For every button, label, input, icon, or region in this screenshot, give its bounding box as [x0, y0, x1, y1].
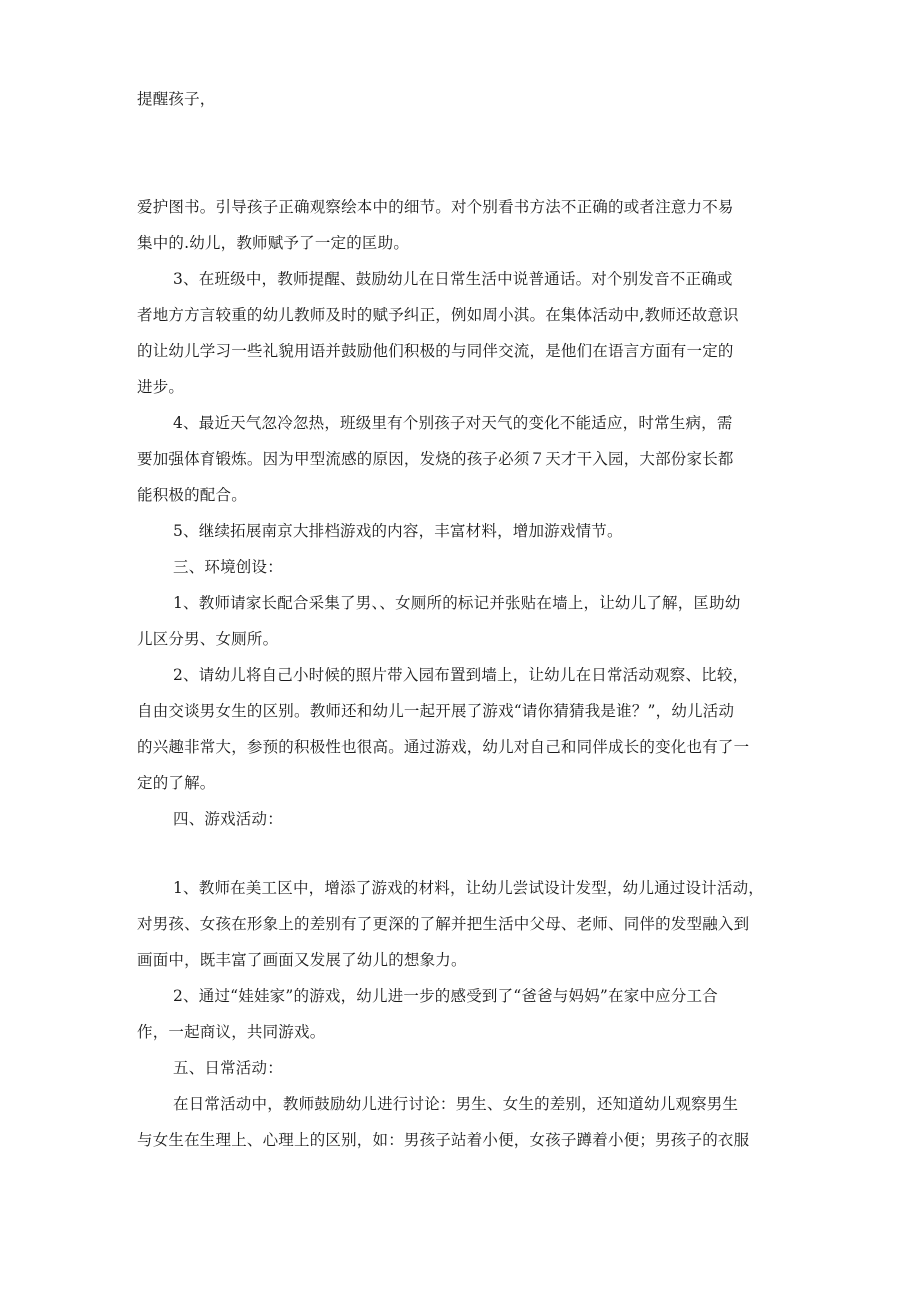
- text-line: 自由交谈男女生的区别。教师还和幼儿一起开展了游戏“请你猜猜我是谁？”，幼儿活动: [137, 702, 735, 720]
- section-heading: 四、游戏活动：: [173, 810, 283, 828]
- text-line: 集中的.幼儿，教师赋予了一定的匡助。: [137, 234, 410, 252]
- text-line: 进步。: [137, 378, 185, 396]
- paragraph-start: 3、在班级中，教师提醒、鼓励幼儿在日常生活中说普通话。对个别发音不正确或: [173, 270, 733, 288]
- text-line: 作，一起商议，共同游戏。: [137, 1023, 326, 1041]
- paragraph-start: 2、请幼儿将自己小时候的照片带入园布置到墙上，让幼儿在日常活动观察、比较，: [173, 666, 749, 684]
- text-line: 与女生在生理上、心理上的区别，如：男孩子站着小便，女孩子蹲着小便；男孩子的衣服: [137, 1131, 750, 1149]
- paragraph-start: 在日常活动中，教师鼓励幼儿进行讨论：男生、女生的差别，还知道幼儿观察男生: [173, 1095, 739, 1113]
- paragraph-start: 2、通过“娃娃家”的游戏，幼儿进一步的感受到了“爸爸与妈妈”在家中应分工合: [173, 987, 718, 1005]
- section-heading: 五、日常活动：: [173, 1059, 283, 1077]
- text-line: 爱护图书。引导孩子正确观察绘本中的细节。对个别看书方法不正确的或者注意力不易: [137, 198, 734, 216]
- text-line: 者地方方言较重的幼儿教师及时的赋予纠正，例如周小淇。在集体活动中,教师还故意识: [137, 306, 739, 324]
- paragraph-start: 1、教师在美工区中，增添了游戏的材料，让幼儿尝试设计发型，幼儿通过设计活动，: [173, 879, 764, 897]
- text-line: 儿区分男、女厕所。: [137, 630, 279, 648]
- text-line: 的兴趣非常大，参预的积极性也很高。通过游戏，幼儿对自己和同伴成长的变化也有了一: [137, 738, 750, 756]
- paragraph-start: 1、教师请家长配合采集了男、、女厕所的标记并张贴在墙上，让幼儿了解，匡助幼: [173, 594, 741, 612]
- paragraph-start: 5、继续拓展南京大排档游戏的内容，丰富材料，增加游戏情节。: [173, 522, 623, 540]
- text-line: 能积极的配合。: [137, 486, 247, 504]
- text-line: 的让幼儿学习一些礼貌用语并鼓励他们积极的与同伴交流，是他们在语言方面有一定的: [137, 342, 734, 360]
- text-line: 要加强体育锻炼。因为甲型流感的原因，发烧的孩子必须７天才干入园，大部份家长都: [137, 450, 734, 468]
- section-heading: 三、环境创设：: [173, 558, 283, 576]
- text-line: 定的了解。: [137, 774, 216, 792]
- paragraph-start: 4、最近天气忽冷忽热，班级里有个别孩子对天气的变化不能适应，时常生病，需: [173, 414, 733, 432]
- text-line: 提醒孩子，: [137, 90, 216, 108]
- text-line: 画面中，既丰富了画面又发展了幼儿的想象力。: [137, 951, 467, 969]
- text-line: 对男孩、女孩在形象上的差别有了更深的了解并把生活中父母、老师、同伴的发型融入到: [137, 915, 750, 933]
